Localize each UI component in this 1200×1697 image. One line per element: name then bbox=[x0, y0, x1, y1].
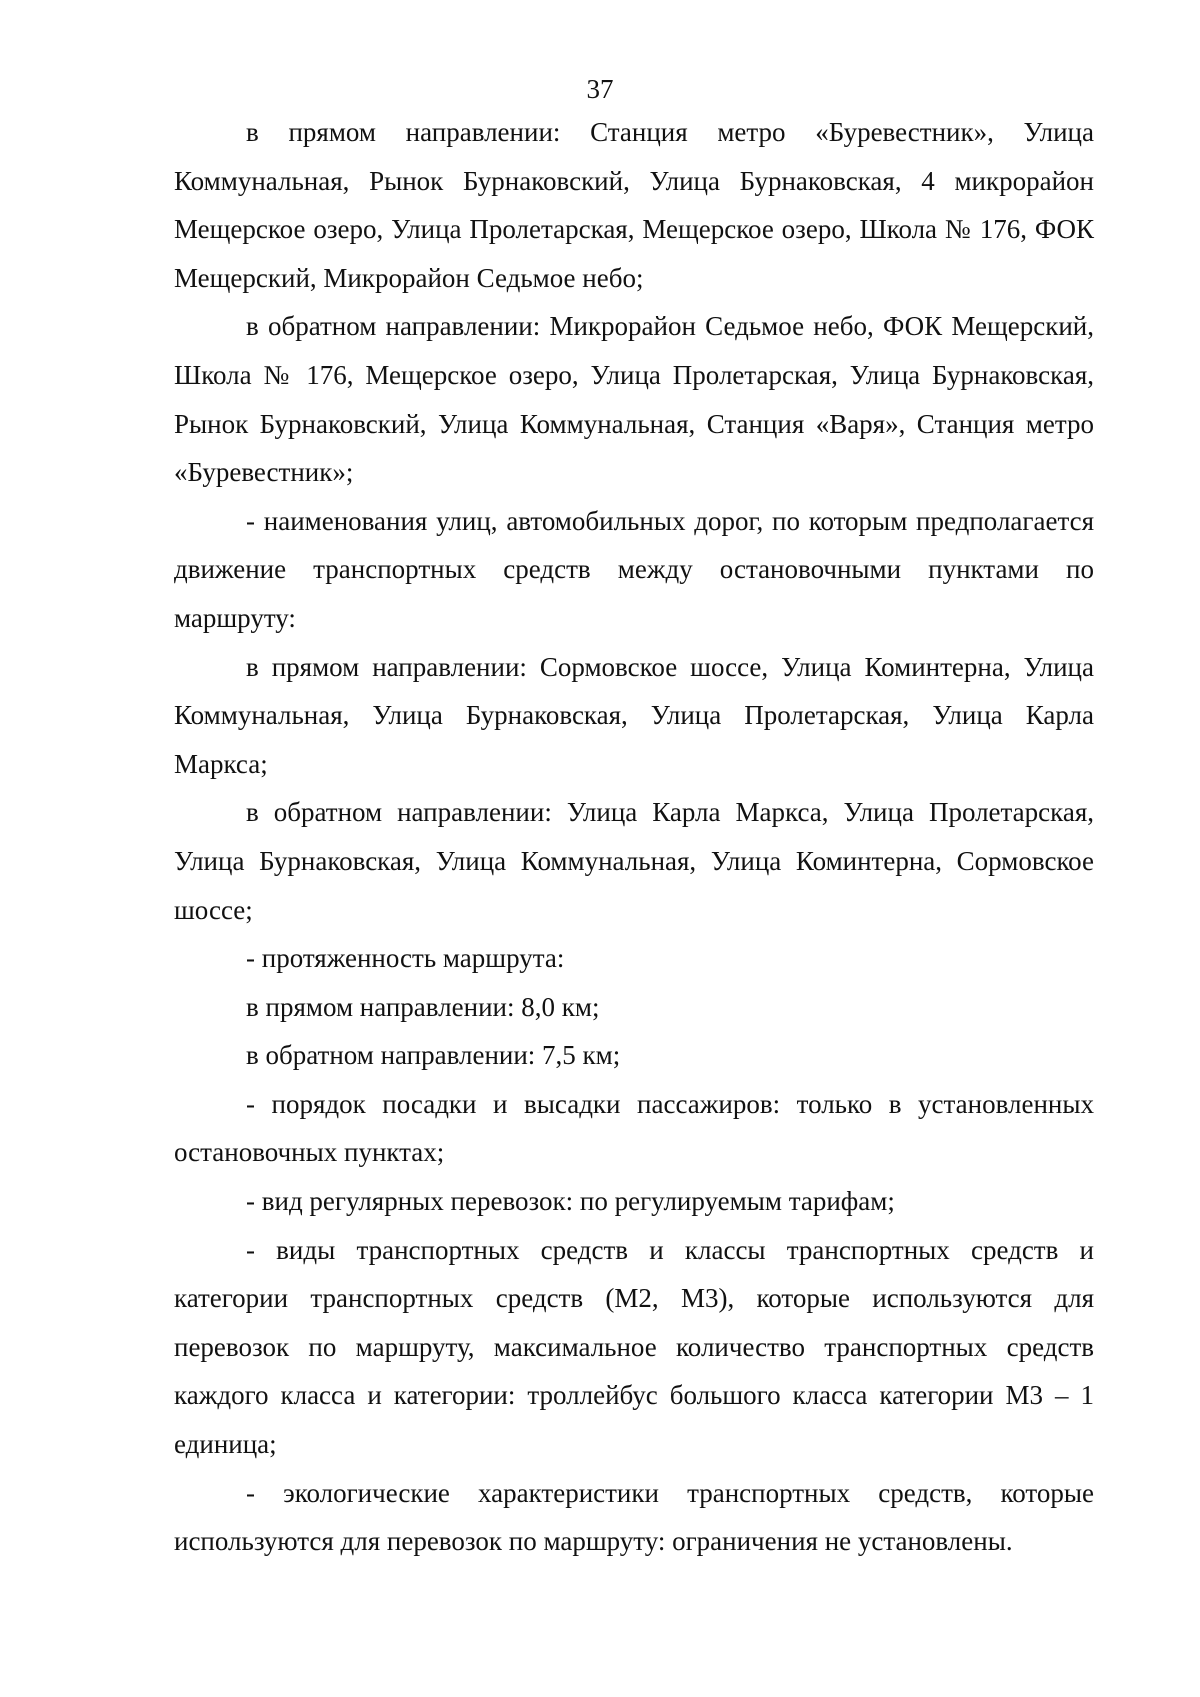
paragraph-forward-length: в прямом направлении: 8,0 км; bbox=[246, 991, 600, 1022]
paragraph-ecological-characteristics: - экологические характеристики транспортных средств, которые используются для перевозок по маршруту: ограничения не установлены. bbox=[174, 1477, 1094, 1557]
paragraph-reverse-length: в обратном направлении: 7,5 км; bbox=[246, 1040, 621, 1071]
document-body bbox=[174, 108, 1094, 1566]
paragraph-boarding-order: - порядок посадки и высадки пассажиров: только в установленных остановочных пунктах; bbox=[174, 1088, 1094, 1168]
paragraph-reverse-streets: в обратном направлении: Улица Карла Маркса, Улица Пролетарская, Улица Бурнаковская, Улица Коммунальная, Улица Коминтерна, Сормовское шоссе; bbox=[174, 797, 1094, 925]
paragraph-streets-heading: - наименования улиц, автомобильных дорог, по которым предполагается движение транспортных средств между остановочными пунктами по маршруту: bbox=[174, 505, 1094, 633]
paragraph-transport-type: - вид регулярных перевозок: по регулируемым тарифам; bbox=[246, 1186, 895, 1217]
paragraph-forward-streets: в прямом направлении: Сормовское шоссе, Улица Коминтерна, Улица Коммунальная, Улица Бурнаковская, Улица Пролетарская, Улица Карла Маркса; bbox=[174, 651, 1094, 779]
paragraph-forward-stops: в прямом направлении: Станция метро «Буревестник», Улица Коммунальная, Рынок Бурнаковский, Улица Бурнаковская, 4 микрорайон Мещерское озеро, Улица Пролетарская, Мещерское озеро, Школа № 176, ФОК Мещерский, Микрорайон Седьмое небо; bbox=[174, 117, 1094, 293]
paragraph-reverse-stops: в обратном направлении: Микрорайон Седьмое небо, ФОК Мещерский, Школа № 176, Мещерское озеро, Улица Пролетарская, Улица Бурнаковская, Рынок Бурнаковский, Улица Коммунальная, Станция «Варя», Станция метро «Буревестник»; bbox=[174, 311, 1094, 488]
paragraph-vehicle-classes: - виды транспортных средств и классы транспортных средств и категории транспортных средств (М2, М3), которые используются для перевозок по маршруту, максимальное количество транспортных средств каждого класса и категории: троллейбус большого класса категории М3 – 1 единица; bbox=[174, 1234, 1094, 1460]
paragraph-route-length-heading: - протяженность маршрута: bbox=[246, 943, 565, 974]
page-number: 37 bbox=[586, 74, 614, 104]
